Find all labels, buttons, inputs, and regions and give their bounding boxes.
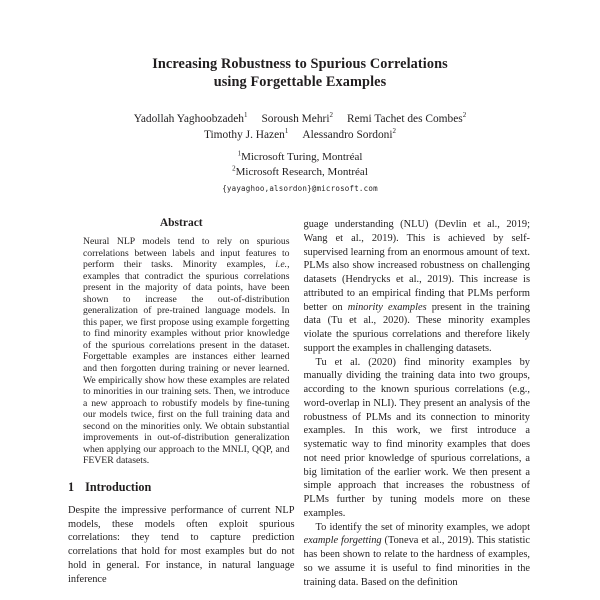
- text-run: (Toneva et al., 2019). This statistic has been shown to relate to the hardness of examples, so we assume it is useful to find minorities in the training data. Based on the definition: [303, 535, 530, 588]
- affiliation-line: [0, 165, 600, 180]
- italic-text-run: example forgetting: [303, 535, 382, 547]
- text-run: Neural NLP models tend to rely on spurious correlations between labels and input features to perform their tasks. Minority examples,: [83, 236, 290, 271]
- italic-text-run: i.e.: [275, 259, 288, 271]
- text-run: To identify the set of minority examples, we adopt: [315, 521, 530, 533]
- affiliations-block: [0, 150, 600, 179]
- affiliation-text: Microsoft Research, Montréal: [235, 165, 368, 178]
- section-heading-introduction: [68, 480, 295, 495]
- section-number: 1: [68, 479, 75, 494]
- text-run: Despite the impressive performance of current NLP models, these models often exploit spurious correlations: they tend to capture prediction correlations that hold for most examples but do not hold in general. For instance, in natural language inference: [68, 504, 295, 585]
- text-run: , examples that contradict the spurious correlations present in the majority of data points, have been shown to increase the out-of-distribution generalization of pre-trained language models. In this paper, we first propose using example forgetting to find minority examples without prior knowledge of the spurious correlations present in the dataset. Forgettable examples are instances either learned and then forgotten during training or never learned. We empirically show how these examples are related to minorities in our training sets. Then, we introduce a new approach to robustify models by fine-tuning our models twice, first on the full training data and second on the minorities only. We obtain substantial improvements in out-of-distribution generalization when applying our approach to the MNLI, QQP, and FEVER datasets.: [83, 259, 290, 467]
- author-name: Soroush Mehri$^2$: [261, 111, 333, 125]
- affiliation-line: [0, 150, 600, 165]
- italic-text-run: minority examples: [347, 301, 427, 313]
- paper-title: [0, 0, 600, 91]
- affiliation-text: Microsoft Turing, Montréal: [241, 151, 363, 163]
- author-name: Timothy J. Hazen$^1$: [203, 126, 289, 141]
- section-title: Introduction: [85, 479, 152, 494]
- left-column: [68, 212, 295, 600]
- abstract-heading: Abstract: [159, 217, 203, 229]
- paper-title-line-2: using Forgettable Examples: [213, 73, 387, 90]
- author-name: Alessandro Sordoni$^2$: [302, 126, 397, 141]
- paper-title-line-1: Increasing Robustness to Spurious Correlations: [152, 56, 448, 72]
- paragraph: [304, 521, 531, 590]
- author-affiliation-superscript: 2: [329, 111, 333, 120]
- author-affiliation-superscript: 2: [392, 126, 397, 135]
- affiliation-superscript: 2: [232, 163, 236, 172]
- author-row: [0, 112, 600, 128]
- author-name: Remi Tachet des Combes$^2$: [347, 111, 467, 125]
- author-affiliation-superscript: 2: [462, 111, 467, 120]
- paragraph: [304, 218, 531, 356]
- text-run: guage understanding (NLU) (Devlin et al., 2019; Wang et al., 2019). This is achieved by self-supervised learning from an enormous amount of text. PLMs also show increased robustness on challenging datasets (Hendrycks et al., 2019). This increase is attributed to an empirical finding that PLMs perform better on: [303, 219, 530, 313]
- author-row: [0, 128, 600, 144]
- text-run: Tu et al. (2020) find minority examples by manually dividing the training data into two groups, according to the known spurious correlations (e.g., word-overlap in NLI). They present an analysis of the robustness of PLMs and its connection to minority examples. In this work, we first introduce a systematic way to find minority examples that does not need prior knowledge of spurious correlations, a big limitation of the earlier work. We then present a simple approach that increases the robustness of PLMs further by tuning models more on these examples.: [303, 356, 530, 519]
- author-name: Yadollah Yaghoobzadeh$^1$: [133, 111, 248, 125]
- paragraph: [304, 356, 531, 521]
- authors-block: [0, 112, 600, 143]
- paragraph: [68, 504, 295, 587]
- text-run: present in the training data (Tu et al., 2020). These minority examples violate the spurious correlations and therefore likely support the examples in challenging datasets.: [303, 301, 530, 354]
- abstract-text: [83, 236, 290, 467]
- affiliation-superscript: 1: [237, 149, 242, 158]
- right-column: [304, 212, 531, 600]
- author-affiliation-superscript: 1: [284, 126, 289, 135]
- author-affiliation-superscript: 1: [243, 111, 248, 120]
- two-column-body: [68, 212, 530, 600]
- introduction-text: [68, 504, 295, 587]
- email-line: {yayaghoo,alsordon}@microsoft.com: [222, 184, 378, 193]
